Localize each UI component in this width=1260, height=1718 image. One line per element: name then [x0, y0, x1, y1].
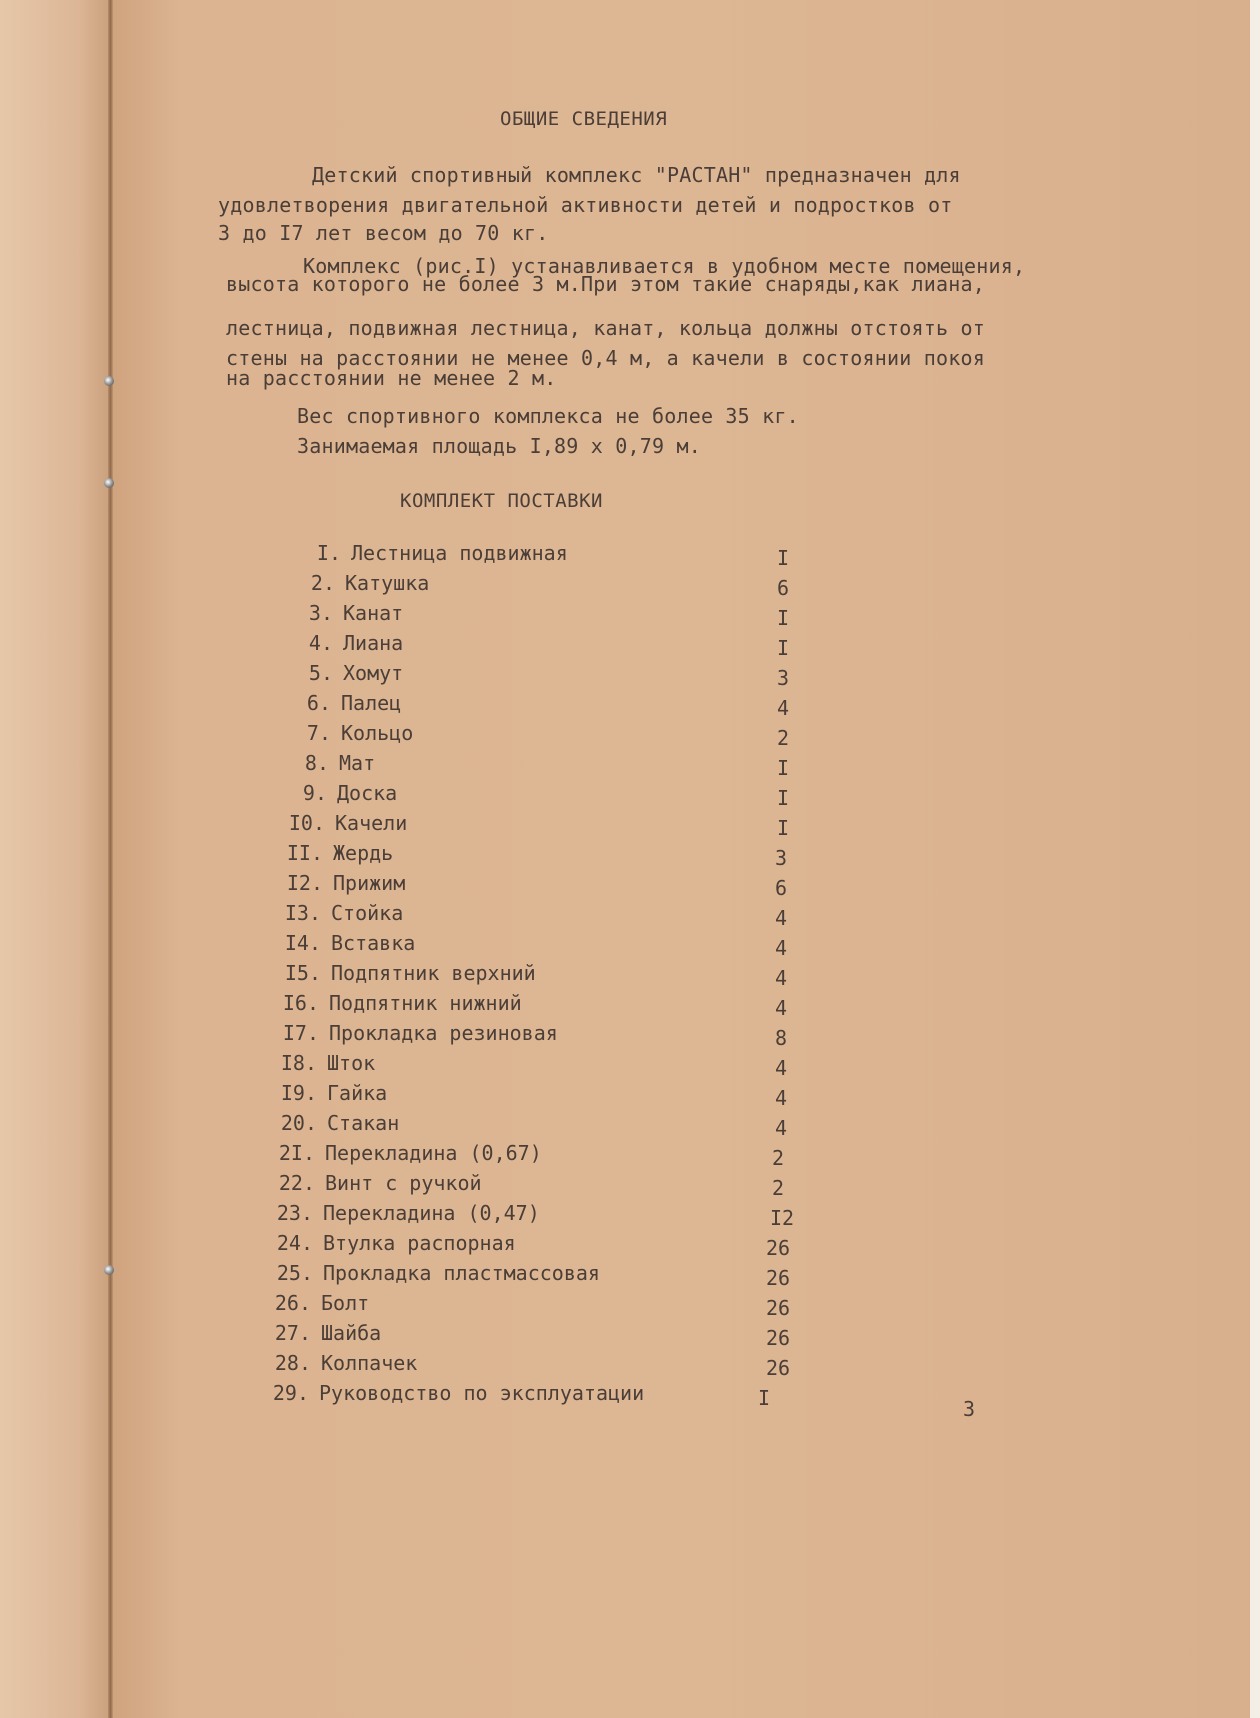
para2-line: на расстоянии не менее 2 м. — [226, 366, 557, 390]
para2-line: высота которого не более 3 м.При этом такие снаряды,как лиана, — [226, 272, 985, 296]
item-quantity: 26 — [766, 1356, 791, 1380]
item-number: 27. — [274, 1321, 311, 1345]
heading-general: ОБЩИЕ СВЕДЕНИЯ — [500, 108, 668, 130]
item-quantity: I — [777, 606, 790, 630]
item-quantity: 4 — [775, 1056, 788, 1080]
item-name: Подпятник верхний — [331, 961, 536, 985]
item-name: Доска — [337, 781, 398, 805]
item-quantity: 2 — [772, 1176, 785, 1200]
para2-line: лестница, подвижная лестница, канат, кольца должны отстоять от — [226, 316, 985, 340]
item-number: I7. — [282, 1021, 319, 1045]
item-quantity: 4 — [775, 966, 788, 990]
item-number: 7. — [306, 721, 331, 745]
item-quantity: 26 — [766, 1296, 791, 1320]
item-number: 25. — [276, 1261, 313, 1285]
item-number: I4. — [284, 931, 321, 955]
staple-icon — [104, 1265, 114, 1275]
item-name: Винт с ручкой — [325, 1171, 482, 1195]
item-number: I. — [316, 541, 341, 565]
item-number: I5. — [284, 961, 321, 985]
item-quantity: 26 — [766, 1326, 791, 1350]
item-quantity: I — [758, 1386, 771, 1410]
item-number: I2. — [286, 871, 323, 895]
item-quantity: 26 — [766, 1236, 791, 1260]
item-quantity: 8 — [775, 1026, 788, 1050]
item-quantity: I — [777, 636, 790, 660]
para1-line: Детский спортивный комплекс "РАСТАН" предназначен для — [312, 163, 961, 187]
item-number: 5. — [308, 661, 333, 685]
item-quantity: I — [777, 546, 790, 570]
item-name: Гайка — [327, 1081, 388, 1105]
weight-line: Вес спортивного комплекса не более 35 кг. — [297, 404, 799, 428]
item-name: Шток — [327, 1051, 376, 1075]
para2-line: Комплекс (рис.I) устанавливается в удобном месте помещения, — [303, 254, 1026, 278]
item-number: 9. — [302, 781, 327, 805]
item-quantity: 4 — [775, 936, 788, 960]
item-name: Палец — [341, 691, 402, 715]
para1-line: удовлетворения двигательной активности детей и подростков от — [218, 193, 953, 217]
staple-icon — [104, 478, 114, 488]
item-name: Прижим — [333, 871, 406, 895]
item-quantity: 3 — [777, 666, 790, 690]
item-quantity: 2 — [772, 1146, 785, 1170]
item-number: 3. — [308, 601, 333, 625]
item-name: Вставка — [331, 931, 416, 955]
item-quantity: 4 — [775, 1086, 788, 1110]
item-quantity: 4 — [775, 996, 788, 1020]
item-quantity: I — [777, 816, 790, 840]
item-quantity: 3 — [775, 846, 788, 870]
item-name: Прокладка пластмассовая — [323, 1261, 600, 1285]
item-number: II. — [286, 841, 323, 865]
item-number: I6. — [282, 991, 319, 1015]
binding-fold — [108, 0, 113, 1718]
item-number: 4. — [308, 631, 333, 655]
item-name: Подпятник нижний — [329, 991, 522, 1015]
item-quantity: I2 — [770, 1206, 795, 1230]
item-name: Прокладка резиновая — [329, 1021, 558, 1045]
para1-line: 3 до I7 лет весом до 70 кг. — [218, 221, 549, 245]
item-name: Стакан — [327, 1111, 400, 1135]
item-name: Стойка — [331, 901, 404, 925]
item-quantity: 6 — [775, 876, 788, 900]
item-name: Жердь — [333, 841, 394, 865]
item-name: Перекладина (0,47) — [323, 1201, 540, 1225]
item-number: 6. — [306, 691, 331, 715]
item-number: I8. — [280, 1051, 317, 1075]
item-name: Перекладина (0,67) — [325, 1141, 542, 1165]
item-name: Кольцо — [341, 721, 414, 745]
item-quantity: I — [777, 756, 790, 780]
item-quantity: 4 — [775, 906, 788, 930]
item-name: Хомут — [343, 661, 404, 685]
staple-icon — [104, 376, 114, 386]
item-quantity: 26 — [766, 1266, 791, 1290]
item-quantity: 6 — [777, 576, 790, 600]
item-quantity: 2 — [777, 726, 790, 750]
item-number: 22. — [278, 1171, 315, 1195]
item-number: I0. — [288, 811, 325, 835]
item-number: 2I. — [278, 1141, 315, 1165]
item-quantity: 4 — [775, 1116, 788, 1140]
item-name: Лестница подвижная — [351, 541, 568, 565]
item-name: Колпачек — [321, 1351, 418, 1375]
item-number: I3. — [284, 901, 321, 925]
item-quantity: 4 — [777, 696, 790, 720]
item-number: 26. — [274, 1291, 311, 1315]
item-number: 2. — [310, 571, 335, 595]
area-line: Занимаемая площадь I,89 x 0,79 м. — [297, 434, 701, 458]
para2-line: стены на расстоянии не менее 0,4 м, а качели в состоянии покоя — [226, 346, 985, 370]
item-name: Мат — [339, 751, 376, 775]
item-number: 23. — [276, 1201, 313, 1225]
item-number: I9. — [280, 1081, 317, 1105]
heading-kit: КОМПЛЕКТ ПОСТАВКИ — [400, 490, 603, 512]
item-number: 28. — [274, 1351, 311, 1375]
item-quantity: I — [777, 786, 790, 810]
item-name: Качели — [335, 811, 408, 835]
item-name: Катушка — [345, 571, 430, 595]
page-number: 3 — [963, 1397, 976, 1421]
item-name: Лиана — [343, 631, 404, 655]
item-name: Руководство по эксплуатации — [319, 1381, 645, 1405]
item-number: 24. — [276, 1231, 313, 1255]
item-name: Шайба — [321, 1321, 382, 1345]
item-number: 29. — [272, 1381, 309, 1405]
item-name: Болт — [321, 1291, 370, 1315]
item-name: Канат — [343, 601, 404, 625]
item-number: 20. — [280, 1111, 317, 1135]
item-name: Втулка распорная — [323, 1231, 516, 1255]
facing-page-edge — [0, 0, 112, 1718]
item-number: 8. — [304, 751, 329, 775]
